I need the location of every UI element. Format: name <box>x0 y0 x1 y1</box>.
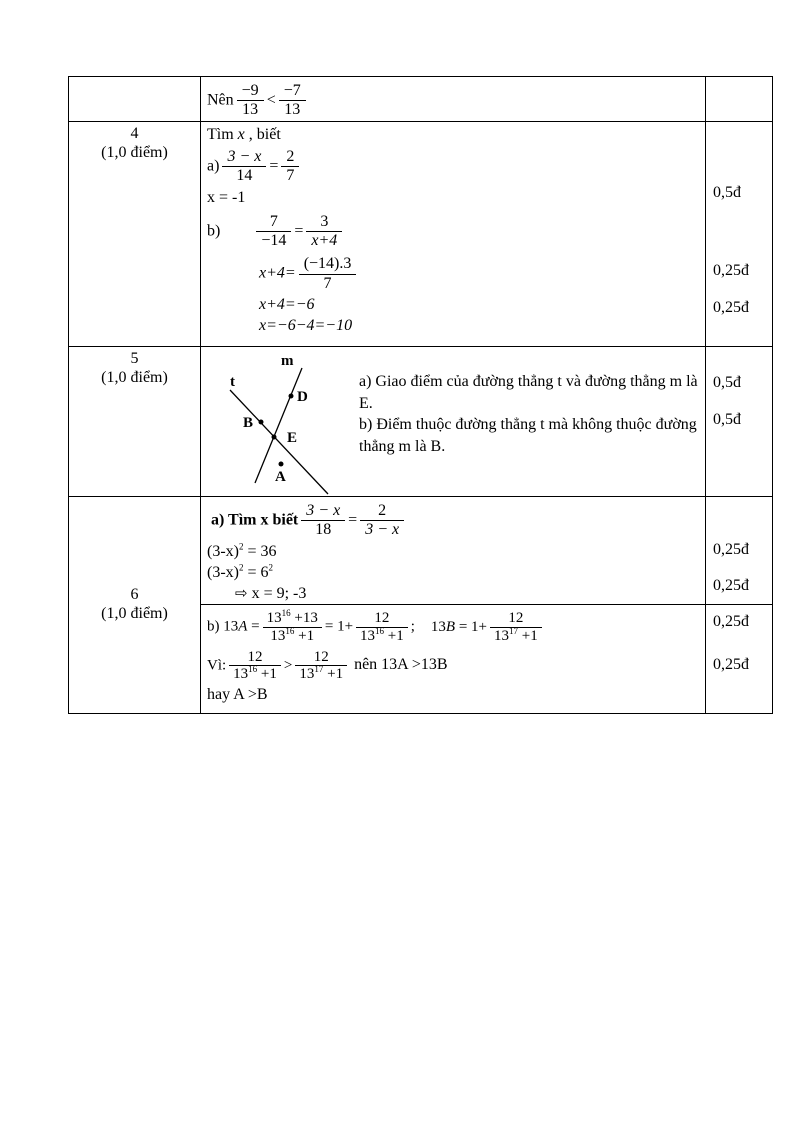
points-cell-empty <box>706 77 773 122</box>
variable-A: A <box>238 618 248 635</box>
fraction-denominator: 13 <box>237 100 264 119</box>
points-cell <box>706 605 773 714</box>
fraction-denominator: $13^{17} +1$ <box>490 627 542 645</box>
equals-sign: = <box>348 511 358 529</box>
exponent: 16 <box>285 625 295 636</box>
answer-a: a) Giao điểm của đường thẳng t và đường thẳng m là E. <box>359 373 698 412</box>
fraction-numerator: 12 <box>313 648 329 665</box>
question-number: 4 <box>130 125 139 142</box>
final-conclusion: hay A >B <box>207 686 268 704</box>
formula-line-a <box>211 501 699 541</box>
fraction-denominator: 7 <box>299 274 357 293</box>
fraction-numerator: 2 <box>378 502 387 519</box>
expression: = 6 <box>243 563 269 581</box>
fraction <box>279 82 306 120</box>
question-number-cell <box>69 122 201 347</box>
solution-step <box>207 543 699 562</box>
question-score: (1,0 điểm) <box>101 143 168 161</box>
part-title: a) Tìm x biết <box>211 511 299 529</box>
conclusion-text: nên 13A >13B <box>354 656 448 674</box>
fraction-numerator: (−14).3 <box>303 255 352 273</box>
intro-text: 13B = 1+ <box>430 618 488 635</box>
point-D-label: D <box>297 389 308 405</box>
problem-title <box>207 126 699 145</box>
fraction <box>229 649 281 684</box>
answer-b: b) Điểm thuộc đường thẳng t mà không thuộc đường thẳng m là B. <box>359 416 697 455</box>
fraction-denominator: 14 <box>222 166 266 185</box>
fraction <box>490 610 542 645</box>
fraction-denominator: $13^{16} +1$ <box>263 627 322 645</box>
mark-value: 0,25đ <box>713 656 749 673</box>
separator: ; <box>410 618 415 635</box>
fraction-denominator: 7 <box>281 166 299 185</box>
answer-key-table <box>68 76 773 714</box>
fraction-denominator: 13 <box>279 100 306 119</box>
fraction-numerator: 7 <box>269 212 278 230</box>
content-cell <box>201 77 706 122</box>
solution-line: x = -1 <box>207 188 246 206</box>
answer-text-block <box>359 371 705 457</box>
content-cell <box>201 605 706 714</box>
exponent: 17 <box>314 664 324 675</box>
fraction-numerator: 3 − x <box>227 147 262 165</box>
mark-value: 0,5đ <box>713 374 741 391</box>
equals-text: = 1+ <box>324 618 354 635</box>
part-label: b) <box>207 222 221 240</box>
fraction-denominator: $13^{16} +1$ <box>229 665 281 683</box>
solution-step: x=−6−4=−10 <box>259 316 353 334</box>
fraction-denominator: x+4 <box>306 231 342 250</box>
table-row-nen <box>69 77 773 122</box>
title-text: Tìm <box>207 126 238 143</box>
formula-line-b <box>207 609 699 646</box>
fraction-numerator: −9 <box>241 82 259 99</box>
question-number-cell <box>69 347 201 497</box>
question-number-cell <box>69 497 201 714</box>
table-row-question-4 <box>69 122 773 347</box>
question-number: 5 <box>130 350 139 367</box>
fraction-denominator: −14 <box>256 231 291 250</box>
fraction-denominator: 18 <box>301 520 345 539</box>
expression: (3-x) <box>207 542 239 560</box>
question-score: (1,0 điểm) <box>101 605 168 622</box>
point-B-label: B <box>243 415 254 431</box>
points-cell <box>706 122 773 347</box>
points-cell <box>706 497 773 605</box>
fraction <box>306 213 342 251</box>
mark-value: 0,25đ <box>713 613 749 630</box>
fraction-numerator: 12 <box>508 610 524 626</box>
mark-value: 0,25đ <box>713 577 749 594</box>
mark-value: 0,5đ <box>713 411 741 428</box>
line-m-label: m <box>281 353 294 369</box>
exponent: 16 <box>248 664 258 675</box>
fraction-numerator: 12 <box>374 610 390 626</box>
question-number: 6 <box>130 586 139 604</box>
exponent: 17 <box>509 625 519 636</box>
fraction-numerator: 3 <box>320 212 329 230</box>
fraction <box>356 610 408 645</box>
point-E-label: E <box>287 430 298 446</box>
point-A-label: A <box>275 469 286 485</box>
fraction-numerator: 2 <box>286 147 295 165</box>
comparison-line <box>207 648 699 685</box>
fraction-numerator: $13^{16} +13$ <box>266 608 318 626</box>
point-E-dot <box>272 435 277 440</box>
formula-line-a <box>207 147 699 187</box>
equals-sign: = <box>294 222 304 240</box>
fraction-denominator: $13^{16} +1$ <box>356 627 408 645</box>
expression: = 36 <box>243 542 277 560</box>
fraction-numerator: 3 − x <box>306 502 341 519</box>
fraction <box>222 148 266 186</box>
content-cell <box>201 122 706 347</box>
table-row-question-5 <box>69 347 773 497</box>
equals-sign: = <box>269 157 279 175</box>
exponent: 16 <box>281 608 291 618</box>
variable-B: B <box>445 618 456 635</box>
solution-step <box>207 564 699 583</box>
fraction-denominator: 3 − x <box>360 520 404 539</box>
fraction <box>301 502 345 540</box>
fraction-numerator: −7 <box>283 82 301 99</box>
point-A-dot <box>279 462 284 467</box>
content-cell <box>201 497 706 605</box>
line-t-label: t <box>230 374 235 390</box>
point-D-dot <box>289 394 294 399</box>
fraction-denominator: $13^{17} +1$ <box>295 665 347 683</box>
rightwards-arrow-icon: ⇨ <box>235 583 248 602</box>
solution-step: x+4=−6 <box>259 296 315 314</box>
geometry-diagram <box>203 350 355 496</box>
intro-text: b) 13 <box>207 618 239 635</box>
greater-than-sign: > <box>283 657 293 674</box>
expression: (3-x) <box>207 563 239 581</box>
text-nen: Nên <box>207 91 234 109</box>
question-score: (1,0 điểm) <box>101 368 168 386</box>
part-label: a) <box>207 157 220 175</box>
fraction <box>299 255 357 293</box>
comparison-operator: < <box>266 91 276 109</box>
solution-step <box>259 254 699 294</box>
fraction <box>281 148 299 186</box>
mark-value: 0,25đ <box>713 262 749 279</box>
mark-value: 0,5đ <box>713 184 741 201</box>
variable-x: x <box>237 126 245 143</box>
fraction <box>237 82 264 120</box>
content-cell <box>201 347 706 497</box>
points-cell <box>706 347 773 497</box>
formula-line <box>207 81 699 121</box>
step-lhs: x+4= <box>259 264 296 282</box>
exponent: 2 <box>238 562 244 573</box>
line-m <box>255 368 302 483</box>
point-B-dot <box>259 420 264 425</box>
vi-text: Vì: <box>207 657 227 674</box>
fraction <box>256 213 291 251</box>
result-text: x = 9; -3 <box>247 584 307 602</box>
exponent: 16 <box>375 625 385 636</box>
question-number-cell-empty <box>69 77 201 122</box>
mark-value: 0,25đ <box>713 299 749 316</box>
fraction-numerator: 12 <box>247 648 263 665</box>
fraction <box>295 649 347 684</box>
exponent: 2 <box>268 562 274 573</box>
conclusion-step <box>235 585 699 604</box>
formula-line-b <box>207 212 699 252</box>
title-text: , biết <box>244 126 281 143</box>
fraction <box>263 610 322 645</box>
fraction <box>360 502 404 540</box>
intro-text: = <box>247 618 260 635</box>
table-row-question-6a <box>69 497 773 605</box>
mark-value: 0,25đ <box>713 541 749 558</box>
exponent: 2 <box>238 541 244 552</box>
